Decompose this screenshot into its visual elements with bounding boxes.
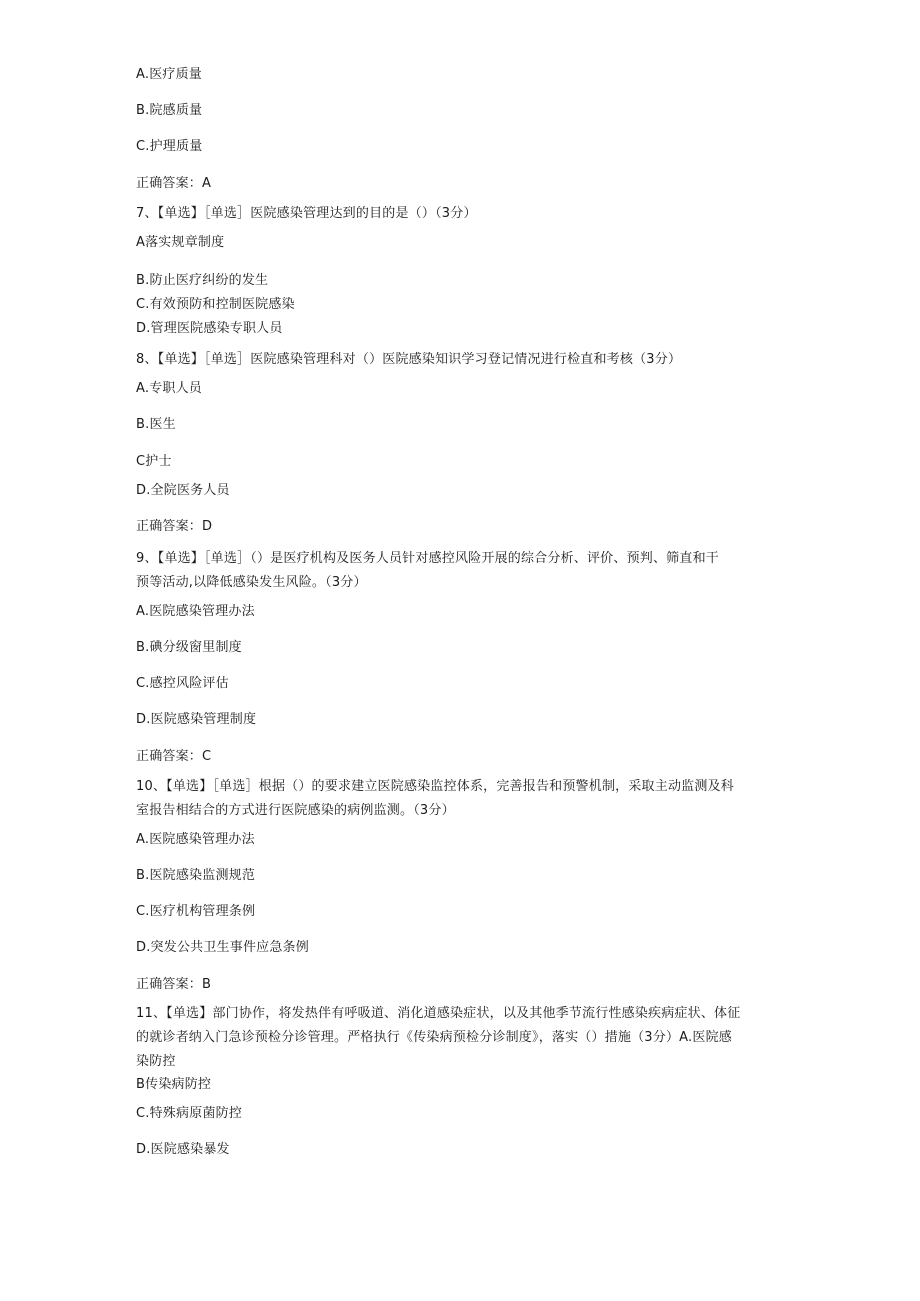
q9-answer: 正确答案：C (136, 749, 212, 764)
q9-option-b: B.碘分级窗里制度 (136, 640, 242, 655)
q6-option-b: B.院感质量 (136, 103, 203, 118)
q11-option-d: D.医院感染暴发 (136, 1142, 230, 1157)
q10-stem-line2: 室报告相结合的方式进行医院感染的病例监测。（3分） (136, 803, 455, 818)
q11-option-c: C.特殊病原菌防控 (136, 1106, 243, 1121)
q11-stem-line1: 11、【单选】部门协作，将发热伴有呼吸道、消化道感染症状，以及其他季节流行性感染疾病症状、体征 (136, 1006, 741, 1021)
q8-stem: 8、【单选】［单选］医院感染管理科对（）医院感染知识学习登记情况进行检直和考核（3分） (136, 352, 682, 367)
q11-stem-line3: 染防控 (136, 1054, 176, 1069)
q10-answer: 正确答案：B (136, 977, 212, 992)
q9-stem-line2: 预等活动,以降低感染发生风险。（3分） (136, 575, 367, 590)
q8-option-d: D.全院医务人员 (136, 483, 230, 498)
q7-option-c: C.有效预防和控制医院感染 (136, 297, 295, 312)
q10-option-a: A.医院感染管理办法 (136, 832, 255, 847)
q10-stem-line1: 10、【单选】［单选］根据（）的要求建立医院感染监控体系，完善报告和预警机制，采取主动监测及科 (136, 779, 734, 794)
q9-option-a: A.医院感染管理办法 (136, 604, 255, 619)
q9-stem-line1: 9、【单选】［单选］（）是医疗机构及医务人员针对感控风险开展的综合分析、评价、预判、筛直和干 (136, 551, 719, 566)
q8-option-a: A.专职人员 (136, 381, 202, 396)
q7-option-d: D.管理医院感染专职人员 (136, 321, 283, 336)
q8-option-c: C护士 (136, 454, 172, 469)
q11-stem-line2: 的就诊者纳入门急诊预检分诊管理。严格执行《传染病预检分诊制度》，落实（）措施（3分）A.医院感 (136, 1030, 732, 1045)
q6-option-c: C.护理质量 (136, 139, 203, 154)
q6-option-a: A.医疗质量 (136, 67, 202, 82)
q9-option-d: D.医院感染管理制度 (136, 712, 257, 727)
q7-stem: 7、【单选】［单选］医院感染管理达到的目的是（）（3分） (136, 206, 477, 221)
q6-answer: 正确答案：A (136, 176, 212, 191)
q7-option-b: B.防止医疗纠纷的发生 (136, 273, 269, 288)
q11-option-b: B传染病防控 (136, 1077, 212, 1092)
q7-option-a: A落实规章制度 (136, 235, 225, 250)
q10-option-d: D.突发公共卫生事件应急条例 (136, 940, 309, 955)
q10-option-b: B.医院感染监测规范 (136, 868, 256, 883)
q8-answer: 正确答案：D (136, 519, 213, 534)
q8-option-b: B.医生 (136, 417, 176, 432)
q10-option-c: C.医疗机构管理条例 (136, 904, 256, 919)
q9-option-c: C.感控风险评估 (136, 676, 229, 691)
